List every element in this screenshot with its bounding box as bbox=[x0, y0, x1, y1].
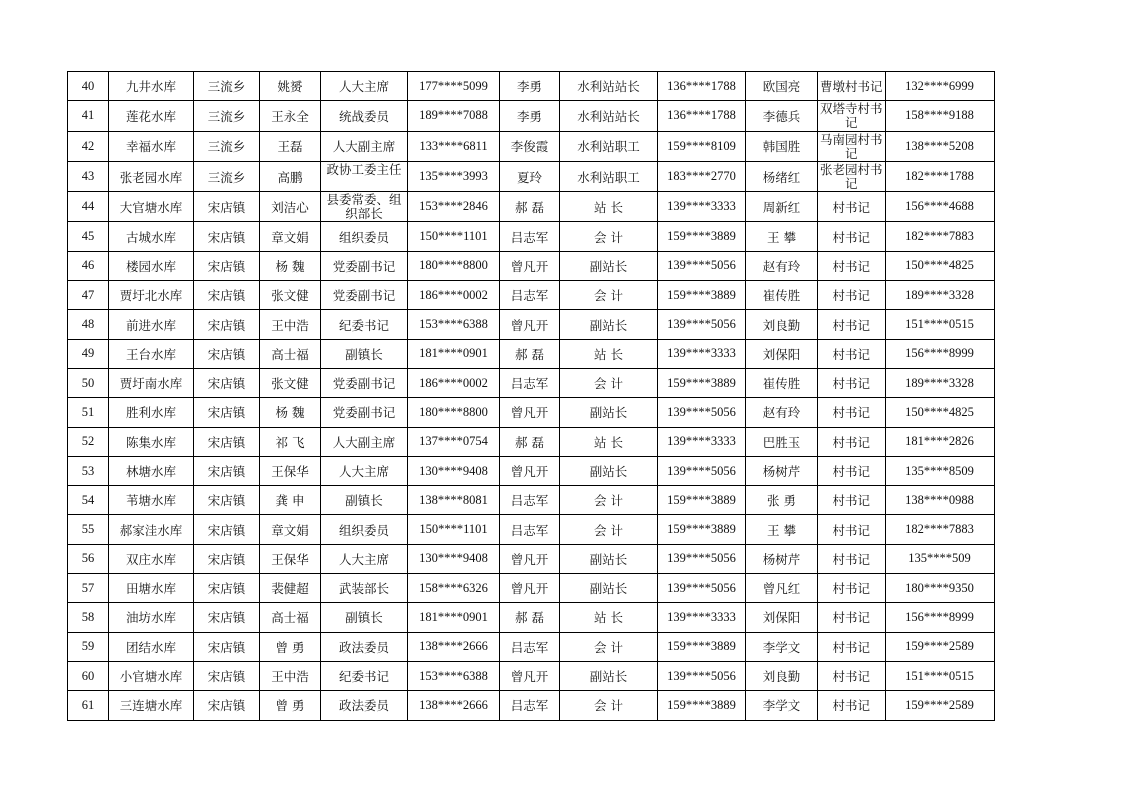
table-row bbox=[68, 574, 995, 603]
patrol-leader-cell: 刘保阳 bbox=[746, 603, 818, 632]
tech-leader-title-cell: 会 计 bbox=[560, 691, 658, 720]
patrol-leader-cell: 刘良勤 bbox=[746, 310, 818, 339]
seq-cell: 46 bbox=[68, 251, 109, 280]
patrol-leader-cell: 张 勇 bbox=[746, 486, 818, 515]
patrol-leader-cell: 崔传胜 bbox=[746, 368, 818, 397]
admin-leader-phone-cell: 138****2666 bbox=[408, 691, 500, 720]
seq-cell: 54 bbox=[68, 486, 109, 515]
admin-leader-cell: 杨 魏 bbox=[260, 398, 321, 427]
township-cell: 三流乡 bbox=[194, 161, 260, 191]
seq-cell: 57 bbox=[68, 574, 109, 603]
tech-leader-title-cell: 会 计 bbox=[560, 486, 658, 515]
tech-leader-title-cell: 站 长 bbox=[560, 603, 658, 632]
tech-leader-title-cell: 副站长 bbox=[560, 574, 658, 603]
tech-leader-phone-cell: 159****3889 bbox=[658, 486, 746, 515]
patrol-leader-phone-cell: 156****8999 bbox=[885, 339, 994, 368]
table-row bbox=[68, 131, 995, 161]
admin-leader-cell: 章文娟 bbox=[260, 515, 321, 544]
admin-leader-cell: 曾 勇 bbox=[260, 691, 321, 720]
admin-leader-title-cell: 人大副主席 bbox=[321, 427, 408, 456]
tech-leader-cell: 李勇 bbox=[500, 101, 560, 131]
patrol-leader-phone-cell: 159****2589 bbox=[885, 691, 994, 720]
tech-leader-title-cell: 会 计 bbox=[560, 515, 658, 544]
tech-leader-cell: 曾凡开 bbox=[500, 310, 560, 339]
reservoir-name-cell: 苇塘水库 bbox=[109, 486, 194, 515]
tech-leader-title-cell: 会 计 bbox=[560, 281, 658, 310]
patrol-leader-title-cell: 马南园村书记 bbox=[818, 131, 886, 161]
patrol-leader-phone-cell: 150****4825 bbox=[885, 398, 994, 427]
tech-leader-title-cell: 副站长 bbox=[560, 544, 658, 573]
seq-cell: 52 bbox=[68, 427, 109, 456]
patrol-leader-cell: 赵有玲 bbox=[746, 398, 818, 427]
tech-leader-phone-cell: 139****3333 bbox=[658, 603, 746, 632]
tech-leader-title-cell: 副站长 bbox=[560, 398, 658, 427]
tech-leader-cell: 曾凡开 bbox=[500, 544, 560, 573]
admin-leader-title-cell: 副镇长 bbox=[321, 486, 408, 515]
tech-leader-phone-cell: 159****3889 bbox=[658, 515, 746, 544]
tech-leader-cell: 曾凡开 bbox=[500, 574, 560, 603]
admin-leader-phone-cell: 153****2846 bbox=[408, 192, 500, 222]
patrol-leader-cell: 杨树芹 bbox=[746, 544, 818, 573]
tech-leader-phone-cell: 159****8109 bbox=[658, 131, 746, 161]
seq-cell: 51 bbox=[68, 398, 109, 427]
patrol-leader-title-cell: 村书记 bbox=[818, 281, 886, 310]
reservoir-responsibility-table bbox=[67, 71, 995, 721]
admin-leader-phone-cell: 158****6326 bbox=[408, 574, 500, 603]
township-cell: 宋店镇 bbox=[194, 398, 260, 427]
patrol-leader-title-cell: 村书记 bbox=[818, 192, 886, 222]
admin-leader-cell: 姚赟 bbox=[260, 72, 321, 101]
tech-leader-phone-cell: 136****1788 bbox=[658, 72, 746, 101]
admin-leader-phone-cell: 186****0002 bbox=[408, 281, 500, 310]
patrol-leader-title-cell: 村书记 bbox=[818, 661, 886, 690]
table-row bbox=[68, 691, 995, 720]
patrol-leader-title-cell: 村书记 bbox=[818, 574, 886, 603]
admin-leader-title-cell: 县委常委、组织部长 bbox=[321, 192, 408, 222]
admin-leader-phone-cell: 133****6811 bbox=[408, 131, 500, 161]
reservoir-name-cell: 胜利水库 bbox=[109, 398, 194, 427]
patrol-leader-cell: 李学文 bbox=[746, 632, 818, 661]
tech-leader-title-cell: 副站长 bbox=[560, 251, 658, 280]
tech-leader-phone-cell: 139****3333 bbox=[658, 192, 746, 222]
patrol-leader-title-cell: 双塔寺村书记 bbox=[818, 101, 886, 131]
admin-leader-cell: 高鹏 bbox=[260, 161, 321, 191]
admin-leader-cell: 高士福 bbox=[260, 603, 321, 632]
township-cell: 宋店镇 bbox=[194, 310, 260, 339]
seq-cell: 58 bbox=[68, 603, 109, 632]
reservoir-name-cell: 田塘水库 bbox=[109, 574, 194, 603]
seq-cell: 61 bbox=[68, 691, 109, 720]
tech-leader-title-cell: 副站长 bbox=[560, 310, 658, 339]
tech-leader-cell: 郝 磊 bbox=[500, 603, 560, 632]
tech-leader-phone-cell: 159****3889 bbox=[658, 368, 746, 397]
seq-cell: 60 bbox=[68, 661, 109, 690]
patrol-leader-phone-cell: 138****0988 bbox=[885, 486, 994, 515]
admin-leader-title-cell: 副镇长 bbox=[321, 339, 408, 368]
township-cell: 宋店镇 bbox=[194, 486, 260, 515]
patrol-leader-phone-cell: 150****4825 bbox=[885, 251, 994, 280]
tech-leader-phone-cell: 139****3333 bbox=[658, 339, 746, 368]
tech-leader-phone-cell: 159****3889 bbox=[658, 632, 746, 661]
township-cell: 宋店镇 bbox=[194, 339, 260, 368]
reservoir-name-cell: 郝家洼水库 bbox=[109, 515, 194, 544]
admin-leader-cell: 杨 魏 bbox=[260, 251, 321, 280]
admin-leader-cell: 王保华 bbox=[260, 544, 321, 573]
tech-leader-cell: 夏玲 bbox=[500, 161, 560, 191]
patrol-leader-cell: 李学文 bbox=[746, 691, 818, 720]
patrol-leader-title-cell: 村书记 bbox=[818, 691, 886, 720]
seq-cell: 45 bbox=[68, 222, 109, 251]
seq-cell: 59 bbox=[68, 632, 109, 661]
patrol-leader-title-cell: 村书记 bbox=[818, 603, 886, 632]
table-row bbox=[68, 544, 995, 573]
tech-leader-title-cell: 站 长 bbox=[560, 192, 658, 222]
patrol-leader-phone-cell: 181****2826 bbox=[885, 427, 994, 456]
admin-leader-title-cell: 人大主席 bbox=[321, 544, 408, 573]
tech-leader-title-cell: 副站长 bbox=[560, 456, 658, 485]
admin-leader-title-cell: 组织委员 bbox=[321, 222, 408, 251]
patrol-leader-title-cell: 村书记 bbox=[818, 632, 886, 661]
table-row bbox=[68, 310, 995, 339]
admin-leader-phone-cell: 189****7088 bbox=[408, 101, 500, 131]
patrol-leader-phone-cell: 135****8509 bbox=[885, 456, 994, 485]
patrol-leader-cell: 刘良勤 bbox=[746, 661, 818, 690]
admin-leader-cell: 王磊 bbox=[260, 131, 321, 161]
admin-leader-cell: 王中浩 bbox=[260, 310, 321, 339]
reservoir-name-cell: 古城水库 bbox=[109, 222, 194, 251]
township-cell: 宋店镇 bbox=[194, 691, 260, 720]
table-row bbox=[68, 603, 995, 632]
township-cell: 三流乡 bbox=[194, 131, 260, 161]
admin-leader-title-cell: 人大副主席 bbox=[321, 131, 408, 161]
patrol-leader-phone-cell: 182****7883 bbox=[885, 515, 994, 544]
tech-leader-cell: 吕志军 bbox=[500, 691, 560, 720]
tech-leader-phone-cell: 159****3889 bbox=[658, 691, 746, 720]
seq-cell: 50 bbox=[68, 368, 109, 397]
admin-leader-phone-cell: 153****6388 bbox=[408, 661, 500, 690]
tech-leader-cell: 吕志军 bbox=[500, 486, 560, 515]
reservoir-name-cell: 贾圩南水库 bbox=[109, 368, 194, 397]
tech-leader-phone-cell: 139****5056 bbox=[658, 456, 746, 485]
admin-leader-cell: 王保华 bbox=[260, 456, 321, 485]
admin-leader-cell: 高士福 bbox=[260, 339, 321, 368]
admin-leader-cell: 张文健 bbox=[260, 281, 321, 310]
tech-leader-cell: 曾凡开 bbox=[500, 251, 560, 280]
patrol-leader-phone-cell: 151****0515 bbox=[885, 661, 994, 690]
admin-leader-phone-cell: 135****3993 bbox=[408, 161, 500, 191]
patrol-leader-cell: 杨树芹 bbox=[746, 456, 818, 485]
table-row bbox=[68, 661, 995, 690]
reservoir-name-cell: 贾圩北水库 bbox=[109, 281, 194, 310]
tech-leader-title-cell: 会 计 bbox=[560, 632, 658, 661]
patrol-leader-phone-cell: 182****1788 bbox=[885, 161, 994, 191]
tech-leader-phone-cell: 139****5056 bbox=[658, 574, 746, 603]
patrol-leader-cell: 曾凡红 bbox=[746, 574, 818, 603]
table-row bbox=[68, 72, 995, 101]
township-cell: 宋店镇 bbox=[194, 632, 260, 661]
seq-cell: 48 bbox=[68, 310, 109, 339]
reservoir-name-cell: 莲花水库 bbox=[109, 101, 194, 131]
admin-leader-cell: 祁 飞 bbox=[260, 427, 321, 456]
table-row bbox=[68, 368, 995, 397]
township-cell: 三流乡 bbox=[194, 72, 260, 101]
admin-leader-phone-cell: 137****0754 bbox=[408, 427, 500, 456]
patrol-leader-cell: 巴胜玉 bbox=[746, 427, 818, 456]
township-cell: 三流乡 bbox=[194, 101, 260, 131]
admin-leader-phone-cell: 150****1101 bbox=[408, 222, 500, 251]
township-cell: 宋店镇 bbox=[194, 222, 260, 251]
admin-leader-phone-cell: 138****8081 bbox=[408, 486, 500, 515]
seq-cell: 44 bbox=[68, 192, 109, 222]
tech-leader-cell: 吕志军 bbox=[500, 368, 560, 397]
reservoir-name-cell: 油坊水库 bbox=[109, 603, 194, 632]
seq-cell: 49 bbox=[68, 339, 109, 368]
admin-leader-title-cell: 政法委员 bbox=[321, 691, 408, 720]
admin-leader-phone-cell: 177****5099 bbox=[408, 72, 500, 101]
admin-leader-title-cell: 政协工委主任 bbox=[321, 161, 408, 191]
patrol-leader-cell: 王 攀 bbox=[746, 515, 818, 544]
admin-leader-cell: 曾 勇 bbox=[260, 632, 321, 661]
tech-leader-title-cell: 水利站职工 bbox=[560, 131, 658, 161]
admin-leader-title-cell: 党委副书记 bbox=[321, 281, 408, 310]
tech-leader-title-cell: 站 长 bbox=[560, 427, 658, 456]
township-cell: 宋店镇 bbox=[194, 368, 260, 397]
admin-leader-title-cell: 人大主席 bbox=[321, 456, 408, 485]
township-cell: 宋店镇 bbox=[194, 192, 260, 222]
tech-leader-cell: 曾凡开 bbox=[500, 456, 560, 485]
patrol-leader-phone-cell: 138****5208 bbox=[885, 131, 994, 161]
admin-leader-phone-cell: 130****9408 bbox=[408, 544, 500, 573]
township-cell: 宋店镇 bbox=[194, 251, 260, 280]
patrol-leader-cell: 韩国胜 bbox=[746, 131, 818, 161]
patrol-leader-cell: 赵有玲 bbox=[746, 251, 818, 280]
tech-leader-phone-cell: 139****5056 bbox=[658, 398, 746, 427]
admin-leader-title-cell: 组织委员 bbox=[321, 515, 408, 544]
tech-leader-title-cell: 水利站站长 bbox=[560, 101, 658, 131]
patrol-leader-cell: 杨绪红 bbox=[746, 161, 818, 191]
patrol-leader-title-cell: 村书记 bbox=[818, 368, 886, 397]
admin-leader-title-cell: 政法委员 bbox=[321, 632, 408, 661]
tech-leader-title-cell: 站 长 bbox=[560, 339, 658, 368]
reservoir-name-cell: 王台水库 bbox=[109, 339, 194, 368]
township-cell: 宋店镇 bbox=[194, 661, 260, 690]
tech-leader-title-cell: 水利站站长 bbox=[560, 72, 658, 101]
tech-leader-title-cell: 水利站职工 bbox=[560, 161, 658, 191]
patrol-leader-title-cell: 村书记 bbox=[818, 486, 886, 515]
patrol-leader-cell: 欧国亮 bbox=[746, 72, 818, 101]
reservoir-name-cell: 林塘水库 bbox=[109, 456, 194, 485]
seq-cell: 42 bbox=[68, 131, 109, 161]
admin-leader-title-cell: 党委副书记 bbox=[321, 368, 408, 397]
tech-leader-cell: 吕志军 bbox=[500, 632, 560, 661]
tech-leader-phone-cell: 139****5056 bbox=[658, 661, 746, 690]
patrol-leader-phone-cell: 159****2589 bbox=[885, 632, 994, 661]
patrol-leader-title-cell: 曹墩村书记 bbox=[818, 72, 886, 101]
admin-leader-phone-cell: 150****1101 bbox=[408, 515, 500, 544]
reservoir-name-cell: 幸福水库 bbox=[109, 131, 194, 161]
township-cell: 宋店镇 bbox=[194, 281, 260, 310]
patrol-leader-phone-cell: 135****509 bbox=[885, 544, 994, 573]
reservoir-name-cell: 三连塘水库 bbox=[109, 691, 194, 720]
table-row bbox=[68, 339, 995, 368]
table-row bbox=[68, 456, 995, 485]
patrol-leader-phone-cell: 189****3328 bbox=[885, 281, 994, 310]
patrol-leader-title-cell: 村书记 bbox=[818, 339, 886, 368]
patrol-leader-phone-cell: 156****8999 bbox=[885, 603, 994, 632]
reservoir-name-cell: 张老园水库 bbox=[109, 161, 194, 191]
patrol-leader-phone-cell: 156****4688 bbox=[885, 192, 994, 222]
admin-leader-cell: 王永全 bbox=[260, 101, 321, 131]
table-row bbox=[68, 515, 995, 544]
table-row bbox=[68, 222, 995, 251]
table-row bbox=[68, 632, 995, 661]
table-row bbox=[68, 251, 995, 280]
patrol-leader-cell: 李德兵 bbox=[746, 101, 818, 131]
patrol-leader-title-cell: 村书记 bbox=[818, 251, 886, 280]
tech-leader-phone-cell: 139****5056 bbox=[658, 544, 746, 573]
tech-leader-phone-cell: 136****1788 bbox=[658, 101, 746, 131]
township-cell: 宋店镇 bbox=[194, 544, 260, 573]
patrol-leader-title-cell: 村书记 bbox=[818, 544, 886, 573]
admin-leader-cell: 刘洁心 bbox=[260, 192, 321, 222]
tech-leader-phone-cell: 139****5056 bbox=[658, 310, 746, 339]
admin-leader-phone-cell: 180****8800 bbox=[408, 398, 500, 427]
patrol-leader-phone-cell: 151****0515 bbox=[885, 310, 994, 339]
admin-leader-phone-cell: 153****6388 bbox=[408, 310, 500, 339]
admin-leader-title-cell: 统战委员 bbox=[321, 101, 408, 131]
table-row bbox=[68, 101, 995, 131]
admin-leader-cell: 张文健 bbox=[260, 368, 321, 397]
admin-leader-title-cell: 人大主席 bbox=[321, 72, 408, 101]
tech-leader-cell: 曾凡开 bbox=[500, 398, 560, 427]
patrol-leader-phone-cell: 158****9188 bbox=[885, 101, 994, 131]
admin-leader-phone-cell: 181****0901 bbox=[408, 603, 500, 632]
table-row bbox=[68, 161, 995, 191]
reservoir-name-cell: 陈集水库 bbox=[109, 427, 194, 456]
patrol-leader-title-cell: 村书记 bbox=[818, 222, 886, 251]
seq-cell: 41 bbox=[68, 101, 109, 131]
admin-leader-title-cell: 党委副书记 bbox=[321, 398, 408, 427]
township-cell: 宋店镇 bbox=[194, 456, 260, 485]
township-cell: 宋店镇 bbox=[194, 427, 260, 456]
patrol-leader-phone-cell: 182****7883 bbox=[885, 222, 994, 251]
tech-leader-phone-cell: 159****3889 bbox=[658, 281, 746, 310]
tech-leader-phone-cell: 139****3333 bbox=[658, 427, 746, 456]
table-row bbox=[68, 398, 995, 427]
tech-leader-cell: 吕志军 bbox=[500, 281, 560, 310]
admin-leader-cell: 王中浩 bbox=[260, 661, 321, 690]
tech-leader-cell: 李勇 bbox=[500, 72, 560, 101]
reservoir-name-cell: 楼园水库 bbox=[109, 251, 194, 280]
admin-leader-title-cell: 副镇长 bbox=[321, 603, 408, 632]
patrol-leader-title-cell: 村书记 bbox=[818, 310, 886, 339]
township-cell: 宋店镇 bbox=[194, 515, 260, 544]
admin-leader-phone-cell: 180****8800 bbox=[408, 251, 500, 280]
tech-leader-title-cell: 会 计 bbox=[560, 368, 658, 397]
township-cell: 宋店镇 bbox=[194, 603, 260, 632]
patrol-leader-cell: 刘保阳 bbox=[746, 339, 818, 368]
admin-leader-phone-cell: 186****0002 bbox=[408, 368, 500, 397]
patrol-leader-phone-cell: 189****3328 bbox=[885, 368, 994, 397]
seq-cell: 53 bbox=[68, 456, 109, 485]
tech-leader-cell: 李俊霞 bbox=[500, 131, 560, 161]
patrol-leader-title-cell: 张老园村书记 bbox=[818, 161, 886, 191]
patrol-leader-title-cell: 村书记 bbox=[818, 456, 886, 485]
seq-cell: 55 bbox=[68, 515, 109, 544]
admin-leader-cell: 裴健超 bbox=[260, 574, 321, 603]
tech-leader-phone-cell: 139****5056 bbox=[658, 251, 746, 280]
tech-leader-title-cell: 副站长 bbox=[560, 661, 658, 690]
table-row bbox=[68, 427, 995, 456]
admin-leader-cell: 章文娟 bbox=[260, 222, 321, 251]
admin-leader-phone-cell: 181****0901 bbox=[408, 339, 500, 368]
admin-leader-title-cell: 武装部长 bbox=[321, 574, 408, 603]
tech-leader-cell: 郝 磊 bbox=[500, 339, 560, 368]
tech-leader-title-cell: 会 计 bbox=[560, 222, 658, 251]
admin-leader-title-cell: 纪委书记 bbox=[321, 661, 408, 690]
seq-cell: 47 bbox=[68, 281, 109, 310]
patrol-leader-cell: 崔传胜 bbox=[746, 281, 818, 310]
reservoir-name-cell: 前进水库 bbox=[109, 310, 194, 339]
reservoir-name-cell: 团结水库 bbox=[109, 632, 194, 661]
tech-leader-cell: 曾凡开 bbox=[500, 661, 560, 690]
tech-leader-cell: 吕志军 bbox=[500, 222, 560, 251]
table-row bbox=[68, 486, 995, 515]
reservoir-name-cell: 小官塘水库 bbox=[109, 661, 194, 690]
admin-leader-phone-cell: 138****2666 bbox=[408, 632, 500, 661]
patrol-leader-cell: 周新红 bbox=[746, 192, 818, 222]
table-row bbox=[68, 192, 995, 222]
patrol-leader-title-cell: 村书记 bbox=[818, 398, 886, 427]
table-body bbox=[68, 72, 995, 721]
reservoir-name-cell: 九井水库 bbox=[109, 72, 194, 101]
tech-leader-phone-cell: 183****2770 bbox=[658, 161, 746, 191]
tech-leader-cell: 郝 磊 bbox=[500, 427, 560, 456]
seq-cell: 43 bbox=[68, 161, 109, 191]
patrol-leader-title-cell: 村书记 bbox=[818, 427, 886, 456]
reservoir-name-cell: 双庄水库 bbox=[109, 544, 194, 573]
admin-leader-cell: 龚 申 bbox=[260, 486, 321, 515]
admin-leader-title-cell: 党委副书记 bbox=[321, 251, 408, 280]
patrol-leader-title-cell: 村书记 bbox=[818, 515, 886, 544]
seq-cell: 56 bbox=[68, 544, 109, 573]
admin-leader-phone-cell: 130****9408 bbox=[408, 456, 500, 485]
patrol-leader-phone-cell: 132****6999 bbox=[885, 72, 994, 101]
reservoir-name-cell: 大官塘水库 bbox=[109, 192, 194, 222]
admin-leader-title-cell: 纪委书记 bbox=[321, 310, 408, 339]
seq-cell: 40 bbox=[68, 72, 109, 101]
patrol-leader-cell: 王 攀 bbox=[746, 222, 818, 251]
tech-leader-phone-cell: 159****3889 bbox=[658, 222, 746, 251]
tech-leader-cell: 郝 磊 bbox=[500, 192, 560, 222]
table-row bbox=[68, 281, 995, 310]
township-cell: 宋店镇 bbox=[194, 574, 260, 603]
tech-leader-cell: 吕志军 bbox=[500, 515, 560, 544]
patrol-leader-phone-cell: 180****9350 bbox=[885, 574, 994, 603]
